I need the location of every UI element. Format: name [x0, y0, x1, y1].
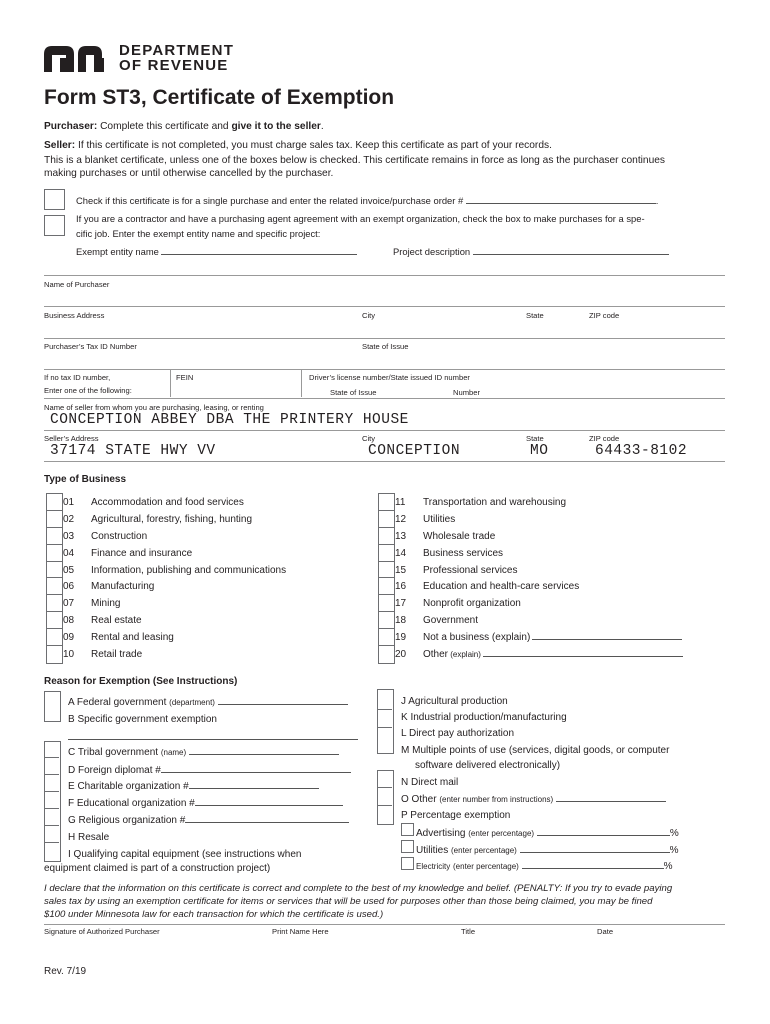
divider [44, 398, 725, 399]
business-type-label: Nonprofit organization [423, 598, 521, 609]
reason-g-label: G Religious organization # [68, 815, 186, 826]
divider [301, 370, 302, 397]
divider [44, 842, 59, 843]
business-type-code: 10 [63, 649, 75, 660]
reason-e-label: E Charitable organization # [68, 781, 189, 792]
business-type-label: Construction [91, 531, 148, 542]
logo-line-1: DEPARTMENT [119, 42, 235, 59]
purchaser-text: Complete this certificate and [97, 121, 232, 132]
business-address-label: Business Address [44, 311, 105, 320]
business-type-label: Manufacturing [91, 581, 155, 592]
electricity-checkbox[interactable] [401, 857, 414, 870]
reason-o-label: O Other [401, 794, 437, 805]
business-type-code: 12 [395, 514, 407, 525]
divider [44, 791, 59, 792]
utilities-checkbox[interactable] [401, 840, 414, 853]
state-of-issue-label: State of Issue [362, 342, 409, 351]
reason-j: J Agricultural production [401, 696, 508, 707]
invoice-number-field[interactable] [466, 203, 656, 204]
reason-ab-checkbox[interactable] [44, 691, 61, 722]
business-type-code: 07 [63, 598, 75, 609]
project-desc-row [393, 244, 669, 259]
advertising-note: (enter percentage) [468, 829, 535, 838]
divider [44, 825, 59, 826]
declaration-line-3: $100 under Minnesota law for each transaction for which the certificate is used.) [44, 909, 384, 920]
utilities-field[interactable] [520, 852, 670, 853]
reason-m-line-2: software delivered electronically) [415, 760, 561, 771]
tax-id-field[interactable] [44, 369, 725, 370]
reason-j-l-checkbox[interactable] [377, 689, 394, 754]
single-purchase-text [76, 193, 658, 208]
seller-instruction [44, 138, 552, 153]
business-type-label: Education and health-care services [423, 581, 580, 592]
reason-g [68, 815, 349, 827]
seller-name-value[interactable]: CONCEPTION ABBEY DBA THE PRINTERY HOUSE [50, 412, 409, 428]
business-type-code: 05 [63, 565, 75, 576]
reason-o-field[interactable] [556, 801, 666, 802]
reason-f-field[interactable] [195, 805, 343, 806]
signature-label: Signature of Authorized Purchaser [44, 927, 160, 936]
business-type-label: Mining [91, 598, 121, 609]
business-type-code: 18 [395, 615, 407, 626]
reason-a-label: A Federal government [68, 697, 167, 708]
business-type-code: 03 [63, 531, 75, 542]
electricity-label: Electricity [416, 862, 451, 871]
electricity-row [416, 861, 673, 873]
business-type-code: 01 [63, 497, 75, 508]
reason-l: L Direct pay authorization [401, 728, 515, 739]
single-purchase-end: . [655, 195, 659, 206]
electricity-field[interactable] [522, 868, 664, 869]
advertising-row [416, 828, 679, 840]
business-type-code: 09 [63, 632, 75, 643]
reason-n-p-checkbox[interactable] [377, 770, 394, 825]
business-type-note: (explain) [448, 650, 481, 659]
mn-logo-icon [44, 46, 114, 72]
reason-e-field[interactable] [189, 788, 319, 789]
advertising-label: Advertising [416, 828, 466, 839]
seller-address-label: Seller’s Address [44, 434, 99, 443]
no-tax-id-line-2: Enter one of the following: [44, 386, 132, 395]
reason-heading: Reason for Exemption (See Instructions) [44, 676, 238, 687]
reason-n: N Direct mail [401, 777, 459, 788]
seller-zip-label: ZIP code [589, 434, 620, 443]
reason-c-note: (name) [160, 748, 187, 757]
reason-a-field[interactable] [218, 704, 348, 705]
reason-c [68, 747, 339, 759]
reason-c-i-checkbox[interactable] [44, 741, 61, 862]
business-type-label: Finance and insurance [91, 548, 193, 559]
declaration-line-1: I declare that the information on this certificate is correct and complete to the best of my knowledge and belief. (PENALTY: If you try to evade paying [44, 883, 673, 894]
print-name-label: Print Name Here [272, 927, 329, 936]
seller-city-value[interactable]: CONCEPTION [368, 443, 461, 459]
reason-d-label: D Foreign diplomat # [68, 765, 161, 776]
business-type-label: Not a business (explain) [423, 632, 682, 644]
reason-c-label: C Tribal government [68, 747, 159, 758]
purchaser-name-label: Name of Purchaser [44, 280, 110, 289]
reason-b-field[interactable] [68, 739, 358, 740]
revision: Rev. 7/19 [44, 966, 87, 977]
business-type-code: 19 [395, 632, 407, 643]
business-type-label: Professional services [423, 565, 518, 576]
reason-d-field[interactable] [161, 772, 351, 773]
form-title: Form ST3, Certificate of Exemption [44, 86, 395, 109]
signature-field[interactable] [44, 924, 725, 925]
business-type-code: 17 [395, 598, 407, 609]
blanket-line-2: making purchases or until otherwise cancelled by the purchaser. [44, 168, 334, 179]
business-type-code: 13 [395, 531, 407, 542]
seller-name-label: Name of seller from whom you are purchasing, leasing, or renting [44, 403, 264, 412]
contractor-checkbox[interactable] [44, 215, 65, 236]
title-label: Title [461, 927, 476, 936]
business-type-explain-field[interactable] [532, 639, 682, 640]
project-desc-field[interactable] [473, 254, 669, 255]
divider [377, 787, 392, 788]
purchaser-bold: give it to the seller [231, 121, 321, 132]
logo-line-2: OF REVENUE [119, 57, 229, 74]
reason-i-line-1: I Qualifying capital equipment (see instructions when [68, 849, 302, 860]
divider [377, 709, 392, 710]
business-type-code: 02 [63, 514, 75, 525]
reason-e [68, 781, 319, 793]
purchaser-label: Purchaser: [44, 121, 98, 132]
business-type-code: 06 [63, 581, 75, 592]
city-label: City [362, 311, 376, 320]
advertising-checkbox[interactable] [401, 823, 414, 836]
business-type-explain-field[interactable] [483, 656, 683, 657]
single-purchase-label: Check if this certificate is for a single purchase and enter the related invoice/purchase order # [76, 195, 464, 206]
divider [44, 461, 725, 462]
zip-label: ZIP code [589, 311, 620, 320]
reason-h: H Resale [68, 832, 110, 843]
blanket-line-1: This is a blanket certificate, unless one of the boxes below is checked. This certificate remains in force as long as the purchaser continues [44, 155, 666, 166]
business-type-code: 04 [63, 548, 75, 559]
seller-state-value[interactable]: MO [530, 443, 549, 459]
business-type-label: Government [423, 615, 479, 626]
seller-text: If this certificate is not completed, you must charge sales tax. Keep this certificate as part of your records. [75, 140, 552, 151]
seller-name-field [44, 430, 725, 431]
business-type-label: Information, publishing and communications [91, 565, 287, 576]
business-type-code: 11 [395, 497, 406, 508]
business-type-label: Other (explain) [423, 649, 683, 661]
reason-c-field[interactable] [189, 754, 339, 755]
no-tax-id-line-1: If no tax ID number, [44, 373, 111, 382]
seller-state-label: State [526, 434, 544, 443]
reason-m-line-1: M Multiple points of use (services, digital goods, or computer [401, 745, 670, 756]
purchaser-end: . [320, 121, 324, 132]
declaration-line-2: sales tax by using an exemption certificate for items or services that will be used for purposes other than those being claimed, you may be fined [44, 896, 653, 907]
divider [377, 805, 392, 806]
business-type-code: 16 [395, 581, 407, 592]
business-type-code: 15 [395, 565, 407, 576]
percent-sign: % [663, 861, 673, 872]
business-type-checkbox-10[interactable] [46, 645, 63, 664]
electricity-note: (enter percentage) [453, 862, 519, 871]
reason-f [68, 798, 343, 810]
contractor-line-1: If you are a contractor and have a purchasing agent agreement with an exempt organization, check the box to make purchases for a spe- [76, 213, 645, 224]
single-purchase-checkbox[interactable] [44, 189, 65, 210]
percent-sign: % [669, 828, 679, 839]
dl-number-label: Number [453, 388, 481, 397]
utilities-note: (enter percentage) [451, 846, 517, 855]
dl-state-label: State of Issue [330, 388, 377, 397]
reason-k: K Industrial production/manufacturing [401, 712, 567, 723]
reason-a-note: (department) [169, 698, 215, 707]
reason-b: B Specific government exemption [68, 714, 217, 725]
business-type-code: 08 [63, 615, 75, 626]
reason-a [68, 697, 348, 709]
business-type-label: Rental and leasing [91, 632, 174, 643]
business-type-heading: Type of Business [44, 474, 127, 485]
tax-id-label: Purchaser’s Tax ID Number [44, 342, 137, 351]
business-type-label: Wholesale trade [423, 531, 496, 542]
reason-p: P Percentage exemption [401, 810, 511, 821]
business-type-label: Transportation and warehousing [423, 497, 567, 508]
business-type-label: Business services [423, 548, 504, 559]
business-address-field[interactable] [44, 338, 725, 339]
seller-label: Seller: [44, 140, 76, 151]
business-type-label: Real estate [91, 615, 142, 626]
divider [44, 774, 59, 775]
reason-i-line-2: equipment claimed is part of a construction project) [44, 863, 271, 874]
reason-g-field[interactable] [185, 822, 349, 823]
contractor-line-2: cific job. Enter the exempt entity name and specific project: [76, 228, 321, 239]
reason-d [68, 765, 351, 777]
dl-label: Driver’s license number/State issued ID number [309, 373, 470, 382]
seller-zip-value[interactable]: 64433-8102 [595, 443, 688, 459]
seller-address-value[interactable]: 37174 STATE HWY VV [50, 443, 216, 459]
divider [377, 727, 392, 728]
divider [44, 808, 59, 809]
advertising-field[interactable] [537, 835, 670, 836]
business-type-checkbox-20[interactable] [378, 645, 395, 664]
exempt-entity-row [76, 244, 357, 259]
fein-label: FEIN [176, 373, 194, 382]
utilities-label: Utilities [416, 845, 449, 856]
divider [44, 757, 59, 758]
divider [44, 275, 725, 276]
logo-text [119, 43, 234, 73]
purchaser-instruction [44, 119, 324, 134]
purchaser-name-field[interactable] [44, 306, 725, 307]
business-type-label: Agricultural, forestry, fishing, hunting [91, 514, 253, 525]
business-type-label: Accommodation and food services [91, 497, 244, 508]
exempt-entity-field[interactable] [161, 254, 357, 255]
percent-sign: % [669, 845, 679, 856]
project-desc-label: Project description [393, 246, 471, 257]
date-label: Date [597, 927, 614, 936]
divider [170, 370, 171, 397]
reason-o [401, 794, 666, 806]
business-type-label: Retail trade [91, 649, 143, 660]
seller-city-label: City [362, 434, 376, 443]
state-label: State [526, 311, 544, 320]
exempt-entity-label: Exempt entity name [76, 246, 159, 257]
declaration [44, 882, 734, 921]
business-type-code: 20 [395, 649, 407, 660]
utilities-row [416, 845, 679, 857]
reason-f-label: F Educational organization # [68, 798, 195, 809]
reason-o-note: (enter number from instructions) [439, 795, 554, 804]
business-type-label: Utilities [423, 514, 456, 525]
business-type-code: 14 [395, 548, 407, 559]
